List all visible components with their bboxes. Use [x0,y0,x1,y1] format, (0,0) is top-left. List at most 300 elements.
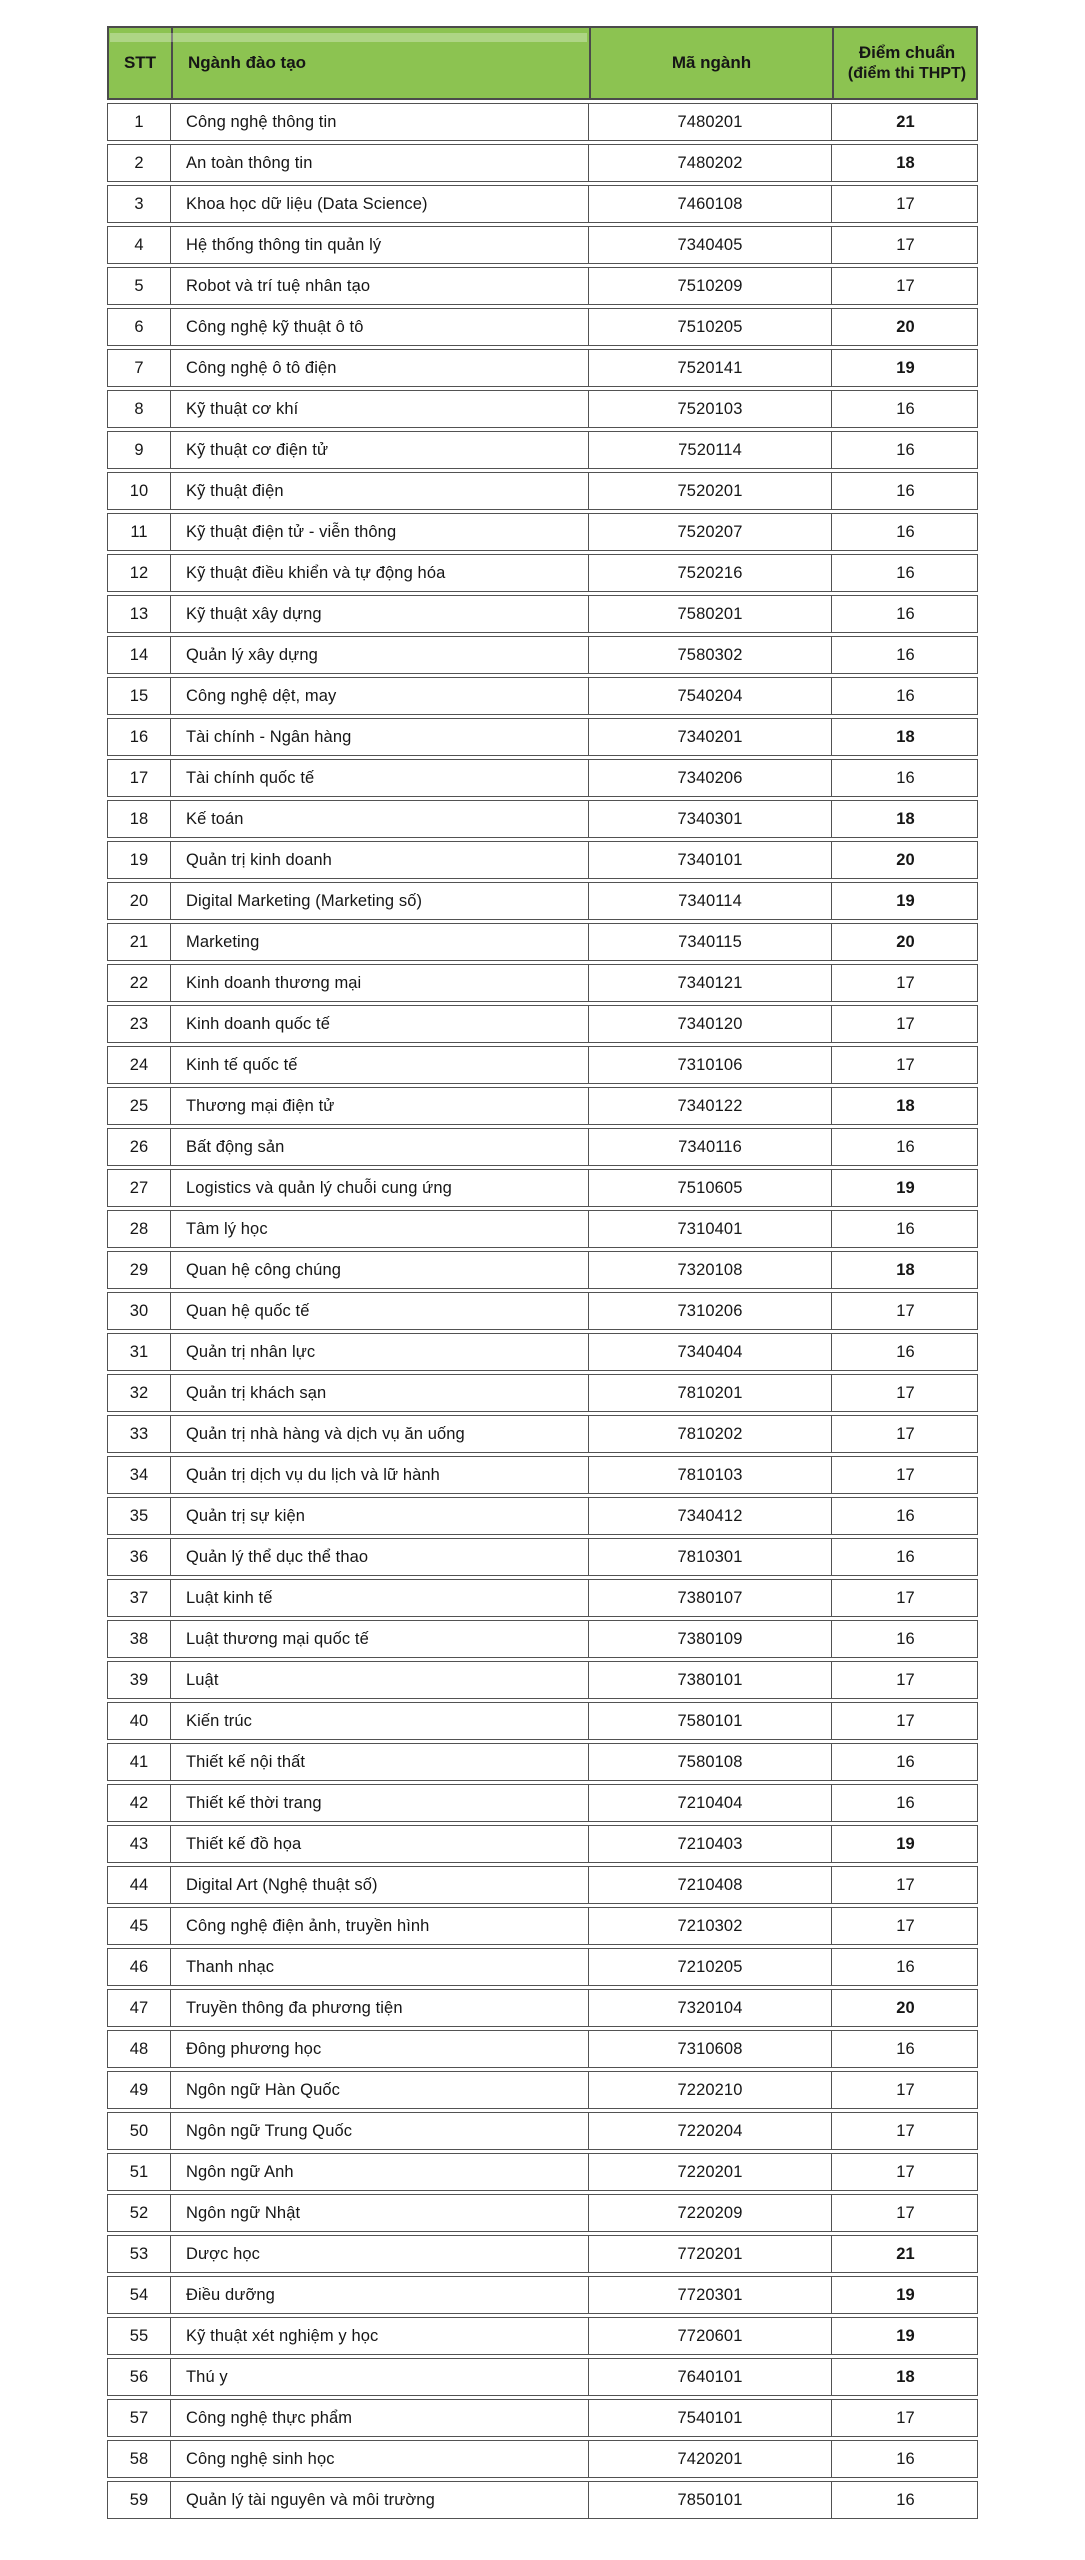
table-row [107,1005,978,1043]
row-code: 7810202 [588,1416,831,1452]
row-code: 7310106 [588,1047,831,1083]
row-score: 17 [831,1703,979,1739]
row-score: 17 [831,1662,979,1698]
row-score: 19 [831,350,979,386]
table-row [107,1743,978,1781]
row-code: 7720301 [588,2277,831,2313]
table-row [107,2276,978,2314]
row-stt: 50 [129,2121,149,2140]
row-code: 7210408 [588,1867,831,1903]
row-score: 16 [831,432,979,468]
row-code: 7850101 [588,2482,831,2518]
row-major: Robot và trí tuệ nhân tạo [170,268,588,304]
row-score: 17 [831,2072,979,2108]
table-row [107,1087,978,1125]
row-score: 17 [831,1908,979,1944]
table-row [107,759,978,797]
row-major: Ngôn ngữ Trung Quốc [170,2113,588,2149]
header-highlight-strip [110,33,587,42]
row-score: 18 [831,801,979,837]
row-major: Thiết kế đồ họa [170,1826,588,1862]
row-major: Quản trị dịch vụ du lịch và lữ hành [170,1457,588,1493]
table-row [107,390,978,428]
row-score: 21 [831,104,979,140]
row-major: Công nghệ điện ảnh, truyền hình [170,1908,588,1944]
row-major: Dược học [170,2236,588,2272]
row-major: Thiết kế thời trang [170,1785,588,1821]
row-stt: 23 [129,1014,149,1033]
row-major: Bất động sản [170,1129,588,1165]
row-stt: 45 [129,1916,149,1935]
row-major: Đông phương học [170,2031,588,2067]
row-major: Khoa học dữ liệu (Data Science) [170,186,588,222]
row-major: Kinh doanh thương mại [170,965,588,1001]
row-stt: 25 [129,1096,149,1115]
row-major: Công nghệ thông tin [170,104,588,140]
row-score: 17 [831,227,979,263]
row-stt: 27 [129,1178,149,1197]
row-major: Kỹ thuật cơ khí [170,391,588,427]
header-score-label-line1: Điểm chuẩn [858,42,956,62]
row-code: 7210404 [588,1785,831,1821]
row-code: 7720601 [588,2318,831,2354]
table-row [107,964,978,1002]
row-code: 7340122 [588,1088,831,1124]
row-stt: 36 [129,1547,149,1566]
row-code: 7320108 [588,1252,831,1288]
row-stt: 32 [129,1383,149,1402]
row-stt: 1 [134,112,144,131]
row-score: 19 [831,883,979,919]
table-row [107,2235,978,2273]
row-stt: 57 [129,2408,149,2427]
table-row [107,1333,978,1371]
row-score: 17 [831,1006,979,1042]
row-code: 7340114 [588,883,831,919]
row-code: 7210403 [588,1826,831,1862]
table-row [107,267,978,305]
table-row [107,1497,978,1535]
row-score: 19 [831,1826,979,1862]
table-row [107,2440,978,2478]
row-stt: 41 [129,1752,149,1771]
row-code: 7220210 [588,2072,831,2108]
row-code: 7480202 [588,145,831,181]
row-stt: 11 [130,522,148,541]
row-major: Quan hệ quốc tế [170,1293,588,1329]
row-score: 16 [831,514,979,550]
row-score: 16 [831,1129,979,1165]
table-row [107,1989,978,2027]
row-stt: 14 [129,645,149,664]
row-major: Kỹ thuật điều khiển và tự động hóa [170,555,588,591]
row-major: An toàn thông tin [170,145,588,181]
row-code: 7340412 [588,1498,831,1534]
row-stt: 37 [129,1588,149,1607]
row-code: 7210302 [588,1908,831,1944]
row-major: Kỹ thuật điện tử - viễn thông [170,514,588,550]
row-score: 16 [831,1949,979,1985]
row-score: 17 [831,1457,979,1493]
row-score: 16 [831,678,979,714]
row-code: 7340301 [588,801,831,837]
row-major: Digital Art (Nghệ thuật số) [170,1867,588,1903]
row-score: 19 [831,1170,979,1206]
row-stt: 9 [134,440,144,459]
row-major: Công nghệ ô tô điện [170,350,588,386]
table-row [107,595,978,633]
row-score: 18 [831,2359,979,2395]
row-major: Hệ thống thông tin quản lý [170,227,588,263]
table-row [107,1415,978,1453]
row-score: 16 [831,596,979,632]
table-row [107,2358,978,2396]
row-code: 7520216 [588,555,831,591]
row-major: Kinh tế quốc tế [170,1047,588,1083]
row-major: Kế toán [170,801,588,837]
row-code: 7310608 [588,2031,831,2067]
table-row [107,2481,978,2519]
row-score: 16 [831,555,979,591]
row-score: 16 [831,391,979,427]
row-code: 7520207 [588,514,831,550]
row-code: 7340115 [588,924,831,960]
table-row [107,1169,978,1207]
row-score: 17 [831,1047,979,1083]
row-major: Quản trị sự kiện [170,1498,588,1534]
row-stt: 13 [129,604,149,623]
row-stt: 47 [129,1998,149,2017]
table-row [107,103,978,141]
row-code: 7580201 [588,596,831,632]
row-code: 7310206 [588,1293,831,1329]
table-row [107,1579,978,1617]
row-stt: 40 [129,1711,149,1730]
row-score: 17 [831,2154,979,2190]
row-major: Ngôn ngữ Hàn Quốc [170,2072,588,2108]
table-row [107,2071,978,2109]
row-stt: 43 [129,1834,149,1853]
row-stt: 35 [129,1506,149,1525]
row-code: 7340120 [588,1006,831,1042]
row-score: 20 [831,924,979,960]
row-score: 17 [831,186,979,222]
table-row [107,1907,978,1945]
row-stt: 20 [129,891,149,910]
row-score: 16 [831,1785,979,1821]
table-row [107,185,978,223]
table-row [107,882,978,920]
row-stt: 17 [129,768,149,787]
row-major: Thiết kế nội thất [170,1744,588,1780]
header-code-label: Mã ngành [671,52,752,72]
row-major: Tài chính - Ngân hàng [170,719,588,755]
table-row [107,1210,978,1248]
row-major: Quản trị nhân lực [170,1334,588,1370]
row-code: 7340404 [588,1334,831,1370]
table-row [107,349,978,387]
header-score [832,28,980,98]
table-row [107,144,978,182]
row-code: 7340201 [588,719,831,755]
row-stt: 3 [134,194,144,213]
row-major: Điều dưỡng [170,2277,588,2313]
row-stt: 2 [134,153,144,172]
row-code: 7520201 [588,473,831,509]
row-score: 16 [831,1211,979,1247]
row-code: 7520141 [588,350,831,386]
row-major: Công nghệ thực phẩm [170,2400,588,2436]
table-row [107,2030,978,2068]
table-row [107,800,978,838]
row-stt: 56 [129,2367,149,2386]
table-row [107,308,978,346]
row-stt: 52 [129,2203,149,2222]
row-major: Quản lý tài nguyên và môi trường [170,2482,588,2518]
row-score: 16 [831,473,979,509]
row-major: Kỹ thuật cơ điện tử [170,432,588,468]
row-code: 7510205 [588,309,831,345]
table-row [107,1620,978,1658]
row-major: Logistics và quản lý chuỗi cung ứng [170,1170,588,1206]
table-row [107,1661,978,1699]
table-row [107,554,978,592]
row-score: 17 [831,965,979,1001]
row-major: Quản trị khách sạn [170,1375,588,1411]
row-score: 18 [831,145,979,181]
row-code: 7210205 [588,1949,831,1985]
row-major: Kỹ thuật điện [170,473,588,509]
header-major-label: Ngành đào tạo [188,52,307,72]
row-major: Kỹ thuật xét nghiệm y học [170,2318,588,2354]
row-score: 17 [831,2195,979,2231]
row-stt: 24 [129,1055,149,1074]
row-code: 7310401 [588,1211,831,1247]
header-stt-label: STT [123,52,157,72]
row-major: Thanh nhạc [170,1949,588,1985]
row-stt: 34 [129,1465,149,1484]
table-row [107,1374,978,1412]
row-score: 18 [831,1252,979,1288]
row-stt: 39 [129,1670,149,1689]
row-stt: 26 [129,1137,149,1156]
row-major: Digital Marketing (Marketing số) [170,883,588,919]
row-score: 17 [831,1416,979,1452]
table-row [107,1251,978,1289]
row-major: Quản lý xây dựng [170,637,588,673]
row-code: 7220209 [588,2195,831,2231]
row-stt: 8 [134,399,144,418]
row-score: 18 [831,719,979,755]
row-score: 17 [831,1375,979,1411]
table-header-row [107,26,978,100]
row-major: Ngôn ngữ Anh [170,2154,588,2190]
table-row [107,718,978,756]
row-major: Quản trị nhà hàng và dịch vụ ăn uống [170,1416,588,1452]
row-code: 7480201 [588,104,831,140]
row-stt: 33 [129,1424,149,1443]
row-major: Kiến trúc [170,1703,588,1739]
row-code: 7220204 [588,2113,831,2149]
row-code: 7510605 [588,1170,831,1206]
row-major: Kỹ thuật xây dựng [170,596,588,632]
row-score: 16 [831,1621,979,1657]
row-stt: 55 [129,2326,149,2345]
header-score-label-line2: (điểm thi THPT) [847,64,967,82]
admission-scores-table [107,26,978,2522]
row-code: 7340116 [588,1129,831,1165]
table-row [107,472,978,510]
row-major: Luật kinh tế [170,1580,588,1616]
row-code: 7510209 [588,268,831,304]
row-stt: 10 [129,481,149,500]
row-code: 7810301 [588,1539,831,1575]
row-major: Công nghệ sinh học [170,2441,588,2477]
table-row [107,636,978,674]
table-row [107,2399,978,2437]
row-major: Tài chính quốc tế [170,760,588,796]
row-stt: 53 [129,2244,149,2263]
row-score: 21 [831,2236,979,2272]
row-stt: 18 [129,809,149,828]
row-score: 16 [831,1744,979,1780]
row-major: Thú y [170,2359,588,2395]
row-code: 7340405 [588,227,831,263]
table-row [107,2194,978,2232]
table-row [107,226,978,264]
row-stt: 4 [134,235,144,254]
row-major: Luật thương mại quốc tế [170,1621,588,1657]
table-row [107,1456,978,1494]
row-code: 7580101 [588,1703,831,1739]
table-row [107,1825,978,1863]
row-code: 7580302 [588,637,831,673]
row-code: 7640101 [588,2359,831,2395]
table-row [107,513,978,551]
row-score: 17 [831,1580,979,1616]
table-row [107,2317,978,2355]
row-stt: 42 [129,1793,149,1812]
row-stt: 19 [129,850,149,869]
table-row [107,1538,978,1576]
row-code: 7380107 [588,1580,831,1616]
row-stt: 16 [129,727,149,746]
row-major: Công nghệ kỹ thuật ô tô [170,309,588,345]
row-stt: 28 [129,1219,149,1238]
row-score: 20 [831,309,979,345]
row-score: 20 [831,1990,979,2026]
row-stt: 38 [129,1629,149,1648]
row-score: 16 [831,2482,979,2518]
row-score: 20 [831,842,979,878]
table-row [107,2112,978,2150]
row-major: Ngôn ngữ Nhật [170,2195,588,2231]
row-stt: 5 [134,276,144,295]
row-code: 7340101 [588,842,831,878]
table-row [107,1046,978,1084]
row-stt: 30 [129,1301,149,1320]
row-stt: 21 [129,932,149,951]
row-code: 7540204 [588,678,831,714]
row-code: 7720201 [588,2236,831,2272]
row-code: 7380109 [588,1621,831,1657]
row-major: Quan hệ công chúng [170,1252,588,1288]
table-row [107,1948,978,1986]
row-major: Thương mại điện tử [170,1088,588,1124]
table-row [107,1702,978,1740]
row-stt: 15 [129,686,149,705]
row-score: 17 [831,1867,979,1903]
row-stt: 48 [129,2039,149,2058]
row-code: 7340121 [588,965,831,1001]
row-stt: 12 [129,563,149,582]
row-code: 7520103 [588,391,831,427]
row-major: Tâm lý học [170,1211,588,1247]
row-score: 16 [831,760,979,796]
table-row [107,1784,978,1822]
row-stt: 58 [129,2449,149,2468]
table-body [107,103,978,2519]
row-code: 7810103 [588,1457,831,1493]
row-score: 16 [831,2441,979,2477]
table-row [107,431,978,469]
row-score: 16 [831,637,979,673]
row-stt: 54 [129,2285,149,2304]
row-score: 17 [831,1293,979,1329]
row-stt: 31 [129,1342,149,1361]
row-score: 17 [831,268,979,304]
row-stt: 22 [129,973,149,992]
row-major: Công nghệ dệt, may [170,678,588,714]
table-row [107,2153,978,2191]
row-code: 7380101 [588,1662,831,1698]
table-row [107,1866,978,1904]
row-stt: 7 [134,358,144,377]
row-major: Quản trị kinh doanh [170,842,588,878]
table-row [107,1128,978,1166]
table-row [107,923,978,961]
row-stt: 59 [129,2490,149,2509]
row-major: Luật [170,1662,588,1698]
row-major: Marketing [170,924,588,960]
table-row [107,841,978,879]
row-major: Truyền thông đa phương tiện [170,1990,588,2026]
row-stt: 44 [129,1875,149,1894]
row-code: 7460108 [588,186,831,222]
table-row [107,1292,978,1330]
row-code: 7340206 [588,760,831,796]
row-code: 7420201 [588,2441,831,2477]
table-row [107,677,978,715]
row-score: 16 [831,1498,979,1534]
row-score: 16 [831,2031,979,2067]
row-code: 7540101 [588,2400,831,2436]
row-score: 16 [831,1334,979,1370]
row-stt: 29 [129,1260,149,1279]
row-score: 19 [831,2318,979,2354]
row-code: 7220201 [588,2154,831,2190]
row-major: Quản lý thể dục thể thao [170,1539,588,1575]
row-score: 16 [831,1539,979,1575]
row-major: Kinh doanh quốc tế [170,1006,588,1042]
row-score: 19 [831,2277,979,2313]
row-stt: 51 [129,2162,149,2181]
row-stt: 6 [134,317,144,336]
row-score: 17 [831,2400,979,2436]
header-code [589,28,832,98]
row-code: 7810201 [588,1375,831,1411]
row-score: 17 [831,2113,979,2149]
